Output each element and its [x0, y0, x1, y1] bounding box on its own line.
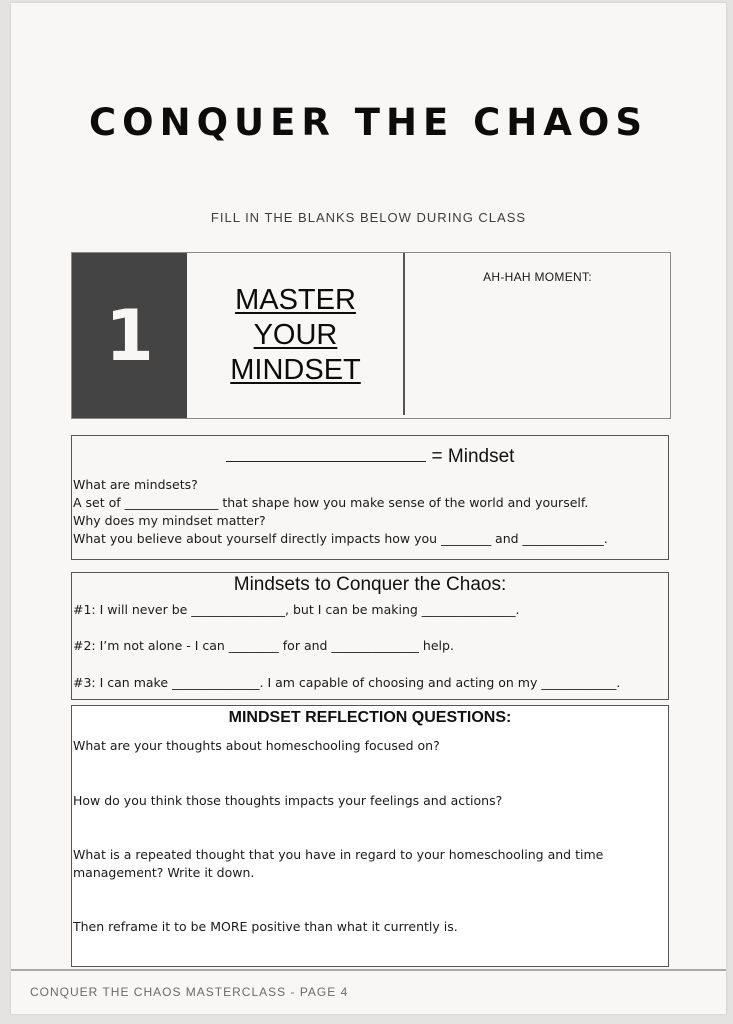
mindsets-box [71, 572, 669, 700]
section-title-line: MASTER [235, 284, 356, 316]
section-header [71, 252, 671, 419]
definition-line: What are mindsets? [73, 477, 198, 492]
section-title-line: YOUR [253, 319, 338, 351]
mindset-item: #1: I will never be _______________, but I can be making _______________. [73, 602, 520, 617]
mindset-item: #2: I’m not alone - I can ________ for and ______________ help. [73, 638, 454, 653]
reflection-box [71, 705, 669, 967]
fill-blank[interactable] [226, 445, 426, 462]
section-title-line: MINDSET [230, 354, 361, 386]
definition-line: A set of _______________ that shape how you make sense of the world and yourself. [73, 495, 589, 510]
mindset-item: #3: I can make ______________. I am capable of choosing and acting on my ____________. [73, 675, 621, 690]
mindsets-heading: Mindsets to Conquer the Chaos: [233, 574, 507, 595]
reflection-question: What are your thoughts about homeschooling focused on? [73, 738, 440, 753]
footer-divider [11, 969, 726, 971]
reflection-question: What is a repeated thought that you have in regard to your homeschooling and time management? Write it down. [73, 847, 604, 880]
worksheet-page [11, 3, 726, 1014]
definition-box [71, 435, 669, 560]
page-subtitle: FILL IN THE BLANKS BELOW DURING CLASS [210, 210, 527, 225]
definition-heading [72, 445, 668, 468]
definition-line: What you believe about yourself directly impacts how you ________ and _____________. [73, 531, 608, 546]
reflection-question: How do you think those thoughts impacts your feelings and actions? [73, 793, 503, 808]
section-title [187, 253, 404, 418]
ahah-moment-label: AH-HAH MOMENT: [483, 270, 592, 284]
definition-heading-text: = Mindset [431, 446, 515, 467]
definition-line: Why does my mindset matter? [73, 513, 266, 528]
reflection-heading: MINDSET REFLECTION QUESTIONS: [228, 709, 512, 726]
page-title: CONQUER THE CHAOS [89, 101, 648, 144]
page-footer: CONQUER THE CHAOS MASTERCLASS - PAGE 4 [30, 985, 349, 999]
section-number: 1 [72, 253, 187, 418]
reflection-question: Then reframe it to be MORE positive than what it currently is. [73, 919, 458, 934]
